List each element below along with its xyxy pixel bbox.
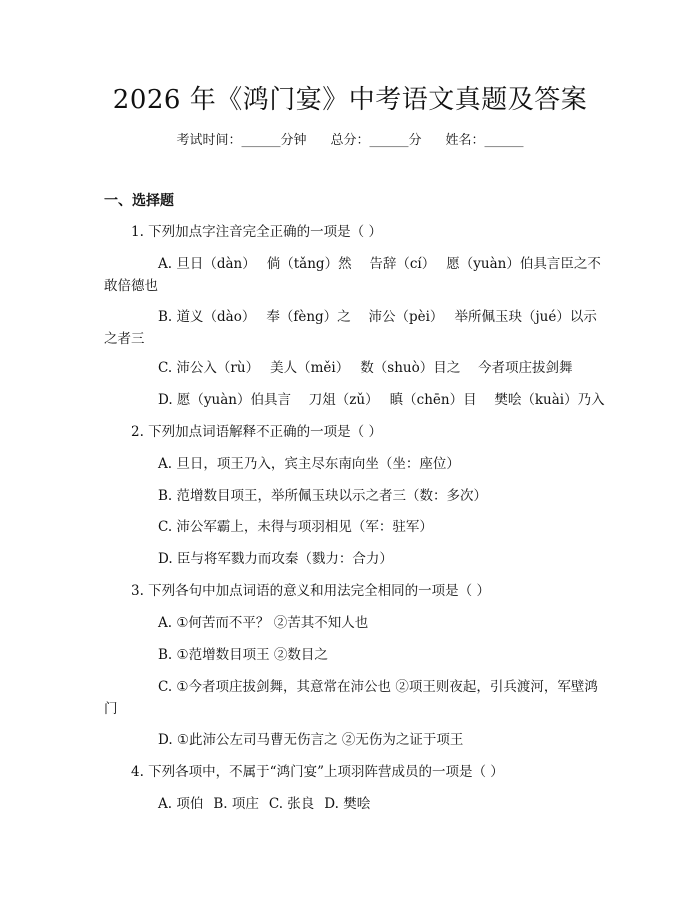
question-4-options	[158, 794, 380, 814]
question-2-option-a: A. 旦日，项王乃入，宾主尽东南向坐（坐：座位）	[158, 456, 460, 472]
question-3-option-b: B. ①范增数目项王 ②数目之	[158, 647, 328, 663]
question-3-stem: 3. 下列各句中加点词语的意义和用法完全相同的一项是（ ）	[131, 583, 490, 599]
question-4-option-b: B. 项庄	[213, 796, 259, 812]
exam-score-field: 总分：______分	[330, 133, 422, 148]
question-4-option-d: D. 樊哙	[324, 796, 371, 812]
question-4-stem: 4. 下列各项中，不属于“鸿门宴”上项羽阵营成员的一项是（ ）	[131, 764, 504, 780]
question-1-stem: 1. 下列加点字注音完全正确的一项是（ ）	[131, 224, 382, 240]
student-name-field: 姓名：______	[445, 133, 524, 148]
exam-time-field: 考试时间：______分钟	[176, 133, 307, 148]
question-1-option-b: B. 道义（dào） 奉（fèng）之 沛公（pèi） 举所佩玉玦（jué）以示之者三	[104, 309, 597, 347]
question-4-option-a: A. 项伯	[158, 796, 204, 812]
question-3-option-c: C. ①今者项庄拔剑舞，其意常在沛公也 ②项王则夜起，引兵渡河，军壁鸿门	[104, 679, 598, 717]
question-1-option-a: A. 旦日（dàn） 倘（tǎng）然 告辞（cí） 愿（yuàn）伯具言臣之不敢倍德也	[104, 256, 601, 294]
page-title: 2026 年《鸿门宴》中考语文真题及答案	[112, 85, 588, 115]
section-heading: 一、选择题	[104, 193, 174, 209]
question-1-option-c: C. 沛公入（rù） 美人（měi） 数（shuò）目之 今者项庄拔剑舞	[158, 360, 573, 376]
question-4-option-c: C. 张良	[268, 796, 315, 812]
exam-meta	[0, 131, 700, 151]
question-2-stem: 2. 下列加点词语解释不正确的一项是（ ）	[131, 424, 382, 440]
question-2-option-c: C. 沛公军霸上，未得与项羽相见（军：驻军）	[158, 519, 433, 535]
question-2-option-b: B. 范增数目项王，举所佩玉玦以示之者三（数：多次）	[158, 488, 488, 504]
question-2-option-d: D. 臣与将军戮力而攻秦（戮力：合力）	[158, 551, 393, 567]
question-1-option-d: D. 愿（yuàn）伯具言 刀俎（zǔ） 瞋（chēn）目 樊哙（kuài）乃入	[158, 392, 605, 408]
question-3-option-a: A. ①何苦而不平？ ②苦其不知人也	[158, 615, 369, 631]
question-3-option-d: D. ①此沛公左司马曹无伤言之 ②无伤为之证于项王	[158, 732, 464, 748]
